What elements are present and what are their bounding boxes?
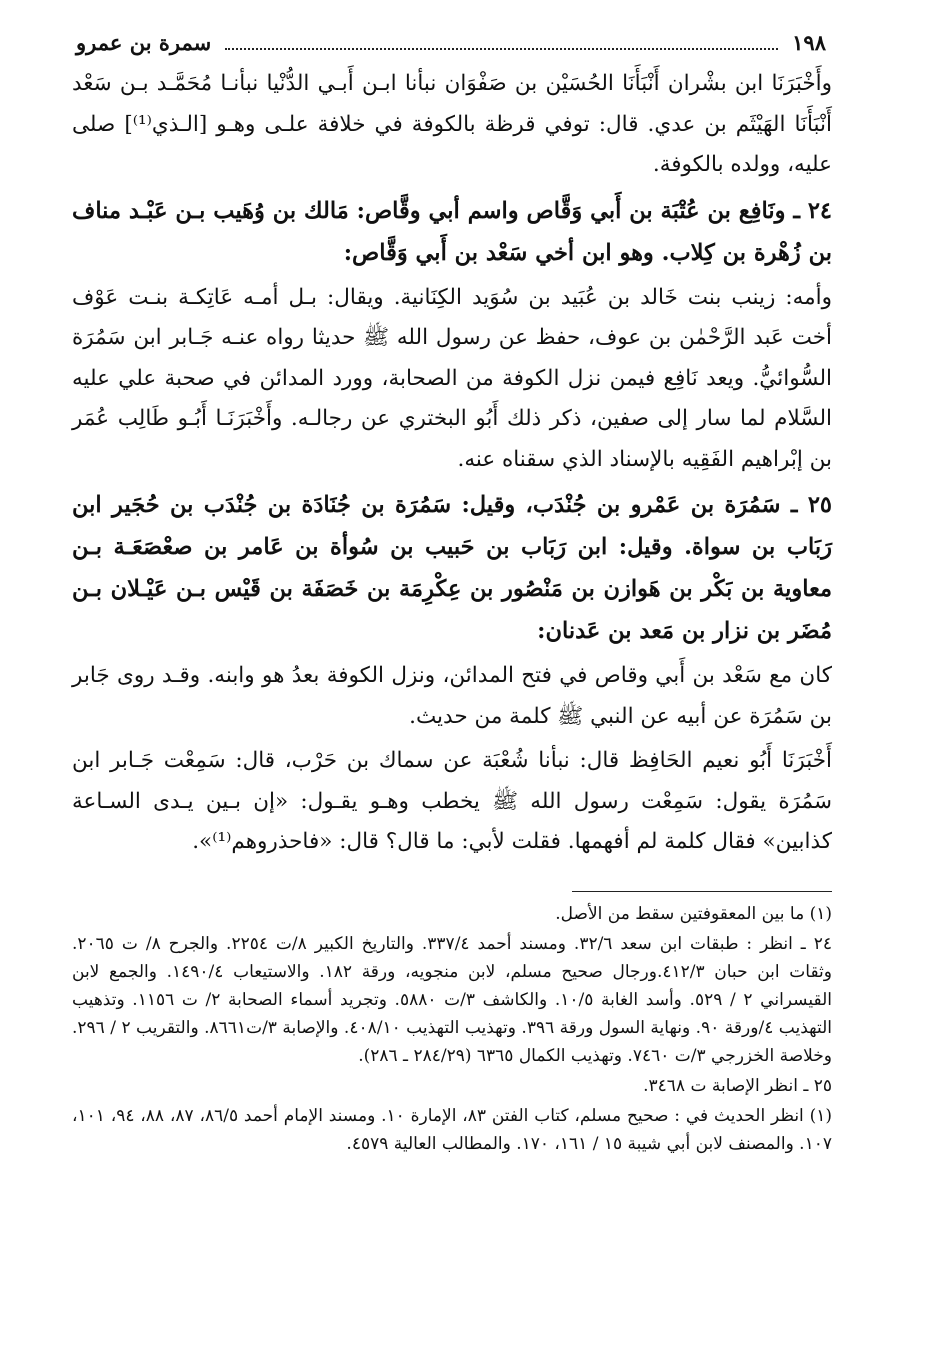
header-dotted-rule bbox=[225, 38, 778, 50]
biography-heading-25: ٢٥ ـ سَمُرَة بن عَمْرو بن جُنْدَب، وقيل: سَمُرَة بن جُنَادَة بن جُنْدَب بن حُجَير ابن رَبَاب بن سواة. وقيل: ابن رَبَاب بن حَبيب بن سُوأة بن عَامر بن صعْصَعَـة بـن معاوية بن بَكْر بن هَوازن بن مَنْصُور بن عِكْرِمَة بن خَصَفَة بن قَيْس بـن عَيْـلان بـن مُضَر بن نزار بن مَعد بن عَدنان: bbox=[72, 492, 832, 644]
paragraph-p3: كان مع سَعْد بن أَبي وقاص في فتح المدائن، ونزل الكوفة بعدُ هو وابنه. وقـد روى جَابر بن سَمُرَة عن أبيه عن النبي ﷺ كلمة من حديث. bbox=[72, 663, 832, 729]
book-page bbox=[72, 30, 832, 1158]
biography-heading-24: ٢٤ ـ ونَافِع بن عُتْبَة بن أَبي وَقَّاص واسم أبي وقَّاص: مَالك بن وُهَيب بـن عَبْـد مناف بن زُهْرة بن كِلاب. وهو ابن أخي سَعْد بن أَبي وَقَّاص: bbox=[72, 197, 832, 266]
paragraph-p2: وأمه: زينب بنت خَالد بن عُبَيد بن سُوَيد الكِنَانية. ويقال: بـل أمـه عَاتِكـة بنـت عَوْف أخت عَبد الرَّحْمٰن بن عوف، حفظ عن رسول الله ﷺ حديثا رواه عنـه جَـابر ابن سَمُرَة السُّوائيُّ. ويعد نَافِع فيمن نزل الكوفة من الصحابة، وورد المدائن في صحبة علي عليه السَّلام لما سار إلى صفين، ذكر ذلك أَبُو البختري عن رجالـه. وأَخْبَرَنَـا أَبُـو طَالِب عُمَر بن إبْراهيم الفَقِيه بالإسناد الذي سقناه عنه. bbox=[72, 284, 832, 472]
page-number: ١٩٨ bbox=[792, 30, 826, 55]
running-title: سمرة بن عمرو bbox=[76, 30, 212, 55]
footnote-24-sources: ٢٤ ـ انظر : طبقات ابن سعد ٣٢/٦. ومسند أحمد ٣٣٧/٤. والتاريخ الكبير ٨/ت ٢٢٥٤. والجرح ٨/ ت ٢٠٦٥. وثقات ابن حبان ٤١٢/٣.ورجال صحيح مسلم، لابن منجويه، ورقة ١٨٢. والاستيعاب ١٤٩٠/٤. والجمع لابن القيسراني ٢ / ٥٢٩. وأسد الغابة ١٠/٥. والكاشف ٣/ت ٥٨٨٠. وتجريد أسماء الصحابة ٢/ ت ١١٥٦. وتذهيب التهذيب ٤/ورقة ٩٠. ونهاية السول ورقة ٣٩٦. وتهذيب التهذيب ٤٠٨/١٠. والإصابة ٣/ت٨٦٦١. والتقريب ٢ / ٢٩٦. وخلاصة الخزرجي ٣/ت ٧٤٦٠. وتهذيب الكمال ٦٣٦٥ (٢٨٤/٢٩ ـ ٢٨٦). bbox=[72, 933, 832, 1066]
footnote-25-sources: ٢٥ ـ انظر الإصابة ت ٣٤٦٨. bbox=[643, 1075, 832, 1096]
footnote-separator bbox=[572, 891, 832, 900]
footnotes bbox=[72, 900, 832, 1158]
footnote-1: (١) ما بين المعقوفتين سقط من الأصل. bbox=[555, 903, 832, 924]
running-header bbox=[72, 30, 832, 64]
footnote-1-hadith: (١) انظر الحديث في : صحيح مسلم، كتاب الفتن ٨٣، الإمارة ١٠. ومسند الإمام أحمد ٨٦/٥، ٨٧، ٨٨، ٩٤، ١٠١، ١٠٧. والمصنف لابن أبي شيبة ١٥ / ١٦١، ١٧٠. والمطالب العالية ٤٥٧٩. bbox=[72, 1105, 833, 1154]
paragraph-p4: أَخْبَرَنَا أَبُو نعيم الحَافِظ قال: نبأنا شُعْبَة عن سماك بن حَرْب، قال: سَمِعْت جَـابر ابن سَمُرَة يقول: سَمِعْت رسول الله ﷺ يخطب وهـو يقـول: «إن بـين يـدى السـاعة كذابين» فقال كلمة لم أفهمها. فقلت لأبي: ما قال؟ قال: «فاحذروهم⁽¹⁾». bbox=[72, 748, 832, 854]
paragraph-p1: وأَخْبَرَنَا ابن بشْران أَنْبَأَنَا الحُسَيْن بن صَفْوَان نبأنا ابـن أَبـي الدُّنْيا نبأنـا مُحَمَّـد بـن سَعْد أَنْبَأَنَا الهَيْثَم بن عدي. قال: توفي قرظة بالكوفة في خلافة علـى وهـو [الـذي⁽¹⁾] صلى عليه، وولده بالكوفة. bbox=[72, 71, 832, 177]
